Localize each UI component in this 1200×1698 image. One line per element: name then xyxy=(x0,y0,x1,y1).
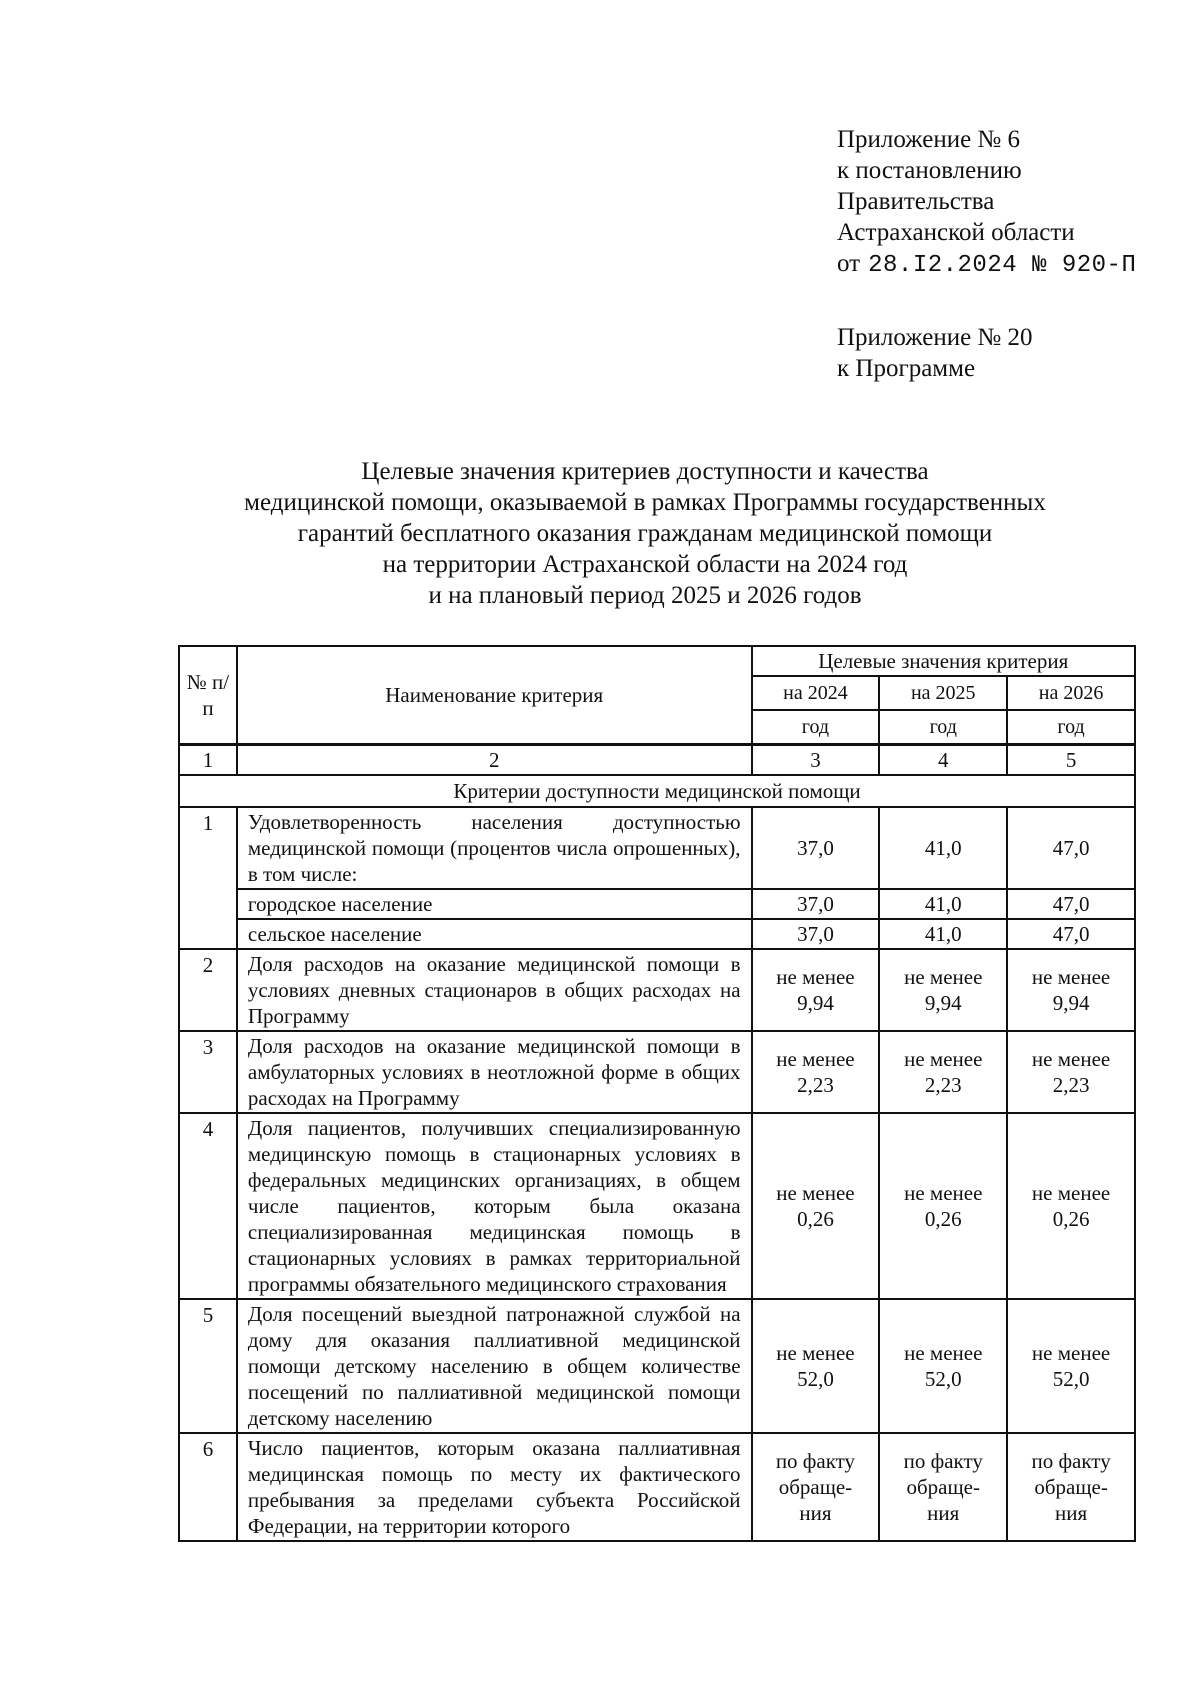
colnum: 2 xyxy=(237,745,752,775)
value-line: не менее xyxy=(904,1046,983,1071)
value-line: 2,23 xyxy=(797,1072,834,1097)
row-name: Доля посещений выездной патронажной службой на дому для оказания паллиативной медицинской помощи детскому населению в общем количестве посещений по паллиативной медицинской помощи детскому населению xyxy=(237,1299,752,1433)
value-line: 0,26 xyxy=(1052,1206,1090,1231)
annex2-line: к Программе xyxy=(837,355,976,382)
row-value xyxy=(879,949,1007,1031)
value-line: не менее xyxy=(776,1340,855,1365)
table-row xyxy=(179,889,1135,919)
row-value xyxy=(1007,1113,1135,1299)
value-line: 0,26 xyxy=(924,1206,962,1231)
row-name: Доля расходов на оказание медицинской помощи в амбулаторных условиях в неотложной форме в общих расходах на Программу xyxy=(237,1031,752,1113)
value-line: не менее xyxy=(776,1046,855,1071)
value-line: 0,26 xyxy=(797,1206,834,1231)
value-line: 9,94 xyxy=(924,990,962,1015)
row-value xyxy=(752,1031,880,1113)
annex-line: Правительства xyxy=(837,188,995,215)
row-value xyxy=(1007,1031,1135,1113)
value-line: ния xyxy=(799,1500,832,1525)
row-name: Доля пациентов, получивших специализированную медицинскую помощь в стационарных условиях в федеральных медицинских организациях, в общем числе пациентов, которым была оказана специализированная медицинская помощь в стационарных условиях в рамках территориальной программы обязательного медицинского страхования xyxy=(237,1113,752,1299)
header-2025: на 2025 xyxy=(879,676,1007,710)
row-value xyxy=(879,1113,1007,1299)
table-row xyxy=(179,1433,1135,1541)
row-value xyxy=(879,1433,1007,1541)
row-value xyxy=(879,1299,1007,1433)
table-row xyxy=(179,949,1135,1031)
row-value: 47,0 xyxy=(1007,919,1135,949)
title-line: и на плановый период 2025 и 2026 годов xyxy=(428,582,862,609)
title-line: гарантий бесплатного оказания гражданам медицинской помощи xyxy=(297,520,993,547)
row-value: 41,0 xyxy=(879,807,1007,889)
header-2026-year: год xyxy=(1007,710,1135,745)
value-line: по факту xyxy=(1031,1448,1111,1473)
value-line: 9,94 xyxy=(797,990,834,1015)
value-line: не менее xyxy=(776,1180,855,1205)
table-row xyxy=(179,1113,1135,1299)
table-row xyxy=(179,807,1135,889)
value-line: не менее xyxy=(904,1340,983,1365)
row-name: Доля расходов на оказание медицинской помощи в условиях дневных стационаров в общих расходах на Программу xyxy=(237,949,752,1031)
row-value xyxy=(752,1433,880,1541)
row-value: 47,0 xyxy=(1007,889,1135,919)
value-line: ния xyxy=(927,1500,960,1525)
value-line: по факту xyxy=(775,1448,856,1473)
title-line: на территории Астраханской области на 2024 год xyxy=(382,551,908,578)
row-value xyxy=(1007,1433,1135,1541)
row-num: 3 xyxy=(179,1031,237,1113)
value-line: 2,23 xyxy=(924,1072,962,1097)
row-num: 1 xyxy=(179,807,237,949)
row-name: сельское население xyxy=(237,919,752,949)
table-row xyxy=(179,919,1135,949)
annex-block xyxy=(837,124,1136,281)
value-line: не менее xyxy=(776,964,855,989)
row-value xyxy=(752,949,880,1031)
value-line: ния xyxy=(1055,1500,1088,1525)
row-value xyxy=(1007,1299,1135,1433)
row-value xyxy=(752,1299,880,1433)
header-2026: на 2026 xyxy=(1007,676,1135,710)
annex-line: к постановлению xyxy=(837,157,1022,184)
row-num: 2 xyxy=(179,949,237,1031)
colnum: 5 xyxy=(1007,745,1135,775)
value-line: 9,94 xyxy=(1052,990,1090,1015)
title-line: Целевые значения критериев доступности и качества xyxy=(361,458,929,485)
row-value xyxy=(879,1031,1007,1113)
section-heading: Критерии доступности медицинской помощи xyxy=(179,775,1135,807)
date-value: 28.I2.2024 № 920-П xyxy=(868,252,1137,279)
row-value: 41,0 xyxy=(879,889,1007,919)
row-value: 37,0 xyxy=(752,919,880,949)
document-title xyxy=(150,456,1140,611)
row-num: 5 xyxy=(179,1299,237,1433)
value-line: 52,0 xyxy=(797,1366,834,1391)
table-row xyxy=(179,1031,1135,1113)
annex-date-line xyxy=(837,248,1136,281)
value-line: не менее xyxy=(1031,1046,1111,1071)
colnum: 4 xyxy=(879,745,1007,775)
row-value: 41,0 xyxy=(879,919,1007,949)
value-line: по факту xyxy=(903,1448,983,1473)
title-line: медицинской помощи, оказываемой в рамках Программы государственных xyxy=(244,489,1046,516)
header-2024: на 2024 xyxy=(752,676,880,710)
value-line: не менее xyxy=(1031,964,1111,989)
row-name: Число пациентов, которым оказана паллиативная медицинская помощь по месту их фактического пребывания за пределами субъекта Российской Федерации, на территории которого xyxy=(237,1433,752,1541)
value-line: 52,0 xyxy=(924,1366,962,1391)
value-line: обраще- xyxy=(1034,1474,1108,1499)
row-value: 47,0 xyxy=(1007,807,1135,889)
value-line: не менее xyxy=(1031,1340,1111,1365)
colnum: 3 xyxy=(752,745,880,775)
colnum: 1 xyxy=(179,745,237,775)
row-value: 37,0 xyxy=(752,807,880,889)
annex2-line: Приложение № 20 xyxy=(837,324,1033,351)
row-name: Удовлетворенность населения доступностью медицинской помощи (процентов числа опрошенных), в том числе: xyxy=(237,807,752,889)
header-target: Целевые значения критерия xyxy=(752,646,1135,676)
value-line: не менее xyxy=(1031,1180,1111,1205)
row-name: городское население xyxy=(237,889,752,919)
header-2025-year: год xyxy=(879,710,1007,745)
row-value: 37,0 xyxy=(752,889,880,919)
header-num: № п/п xyxy=(179,646,237,745)
value-line: не менее xyxy=(904,1180,983,1205)
row-num: 6 xyxy=(179,1433,237,1541)
value-line: обраще- xyxy=(906,1474,980,1499)
annex-line: Астраханской области xyxy=(837,219,1075,246)
annex-line: Приложение № 6 xyxy=(837,126,1021,153)
row-value xyxy=(1007,949,1135,1031)
date-prefix: от xyxy=(837,250,861,277)
row-value xyxy=(752,1113,880,1299)
value-line: 2,23 xyxy=(1052,1072,1090,1097)
annex2-block xyxy=(837,322,1033,384)
row-num: 4 xyxy=(179,1113,237,1299)
criteria-table xyxy=(178,645,1136,1542)
value-line: 52,0 xyxy=(1052,1366,1090,1391)
table-row xyxy=(179,1299,1135,1433)
value-line: не менее xyxy=(904,964,983,989)
header-2024-year: год xyxy=(752,710,880,745)
value-line: обраще- xyxy=(778,1474,853,1499)
header-name: Наименование критерия xyxy=(237,646,752,745)
